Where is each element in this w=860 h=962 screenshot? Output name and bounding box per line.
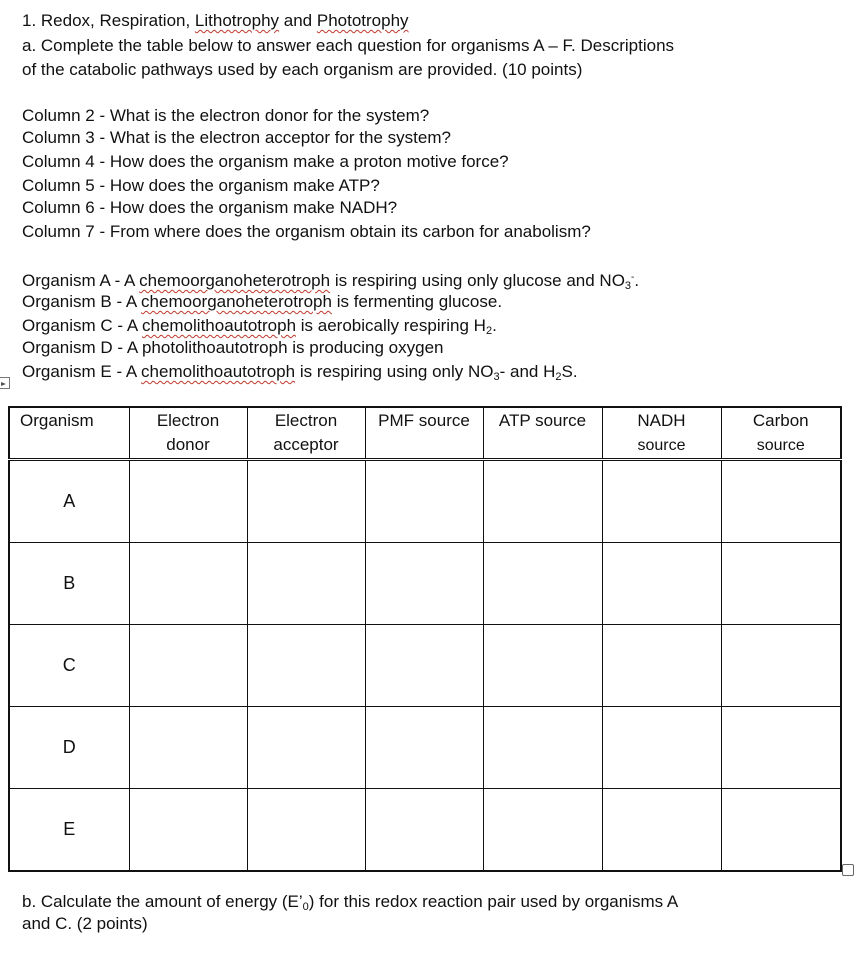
row-label: D — [9, 707, 129, 789]
organism-e-description — [22, 361, 578, 388]
header-nadh-source-l1: NADH — [637, 411, 686, 430]
header-atp-source-label: ATP source — [498, 411, 587, 430]
part-b-line-2: and C. (2 points) — [22, 914, 148, 933]
answer-cell[interactable] — [247, 543, 365, 625]
organism-e-sub2: 2 — [555, 371, 562, 383]
answer-cell[interactable] — [247, 625, 365, 707]
organism-e-type: chemolithoautotroph — [141, 362, 296, 381]
title-and: and — [279, 11, 317, 30]
answer-cell[interactable] — [721, 543, 841, 625]
intro-line-2: of the catabolic pathways used by each organism are provided. (10 points) — [22, 60, 583, 79]
column-question: Column 3 - What is the electron acceptor for the system? — [22, 128, 451, 147]
column-question: Column 6 - How does the organism make NADH? — [22, 198, 398, 217]
intro-line-1: a. Complete the table below to answer each question for organisms A – F. Descriptions — [22, 36, 675, 55]
answer-cell[interactable] — [602, 707, 721, 789]
answer-cell[interactable] — [129, 543, 247, 625]
organism-c-prefix: Organism C - A — [22, 316, 142, 335]
answer-table — [8, 406, 842, 872]
header-atp-source — [483, 407, 602, 460]
header-organism-label: Organism — [20, 411, 94, 430]
row-label: A — [9, 460, 129, 543]
organism-e-prefix: Organism E - A — [22, 362, 142, 381]
organism-e-rest: is respiring using only NO — [295, 362, 494, 381]
row-label: C — [9, 625, 129, 707]
table-resize-handle-icon[interactable] — [842, 864, 854, 876]
answer-cell[interactable] — [365, 543, 483, 625]
organism-d-description: Organism D - A photolithoautotroph is producing oxygen — [22, 338, 444, 357]
answer-cell[interactable] — [129, 625, 247, 707]
organism-a-type: chemoorganoheterotroph — [139, 271, 331, 290]
organism-a-prefix: Organism A - A — [22, 271, 140, 290]
organism-e-sub: 3 — [493, 371, 500, 383]
header-pmf-source — [365, 407, 483, 460]
table-row-c — [9, 625, 841, 707]
column-question: Column 7 - From where does the organism obtain its carbon for anabolism? — [22, 222, 591, 241]
header-electron-acceptor-l2: acceptor — [273, 435, 339, 454]
answer-cell[interactable] — [247, 460, 365, 543]
header-electron-donor-l2: donor — [166, 435, 210, 454]
table-header-row — [9, 407, 841, 460]
table-row-b — [9, 543, 841, 625]
organism-c-rest: is aerobically respiring H — [296, 316, 486, 335]
column-question: Column 4 - How does the organism make a proton motive force? — [22, 152, 509, 171]
header-nadh-source — [602, 407, 721, 460]
answer-cell[interactable] — [365, 707, 483, 789]
answer-cell[interactable] — [602, 625, 721, 707]
organism-a-sub: 3 — [624, 280, 632, 292]
part-b-sub: 0 — [302, 901, 309, 913]
organism-b-type: chemoorganoheterotroph — [141, 292, 332, 311]
organism-a-end: . — [634, 271, 640, 290]
organism-b-prefix: Organism B - A — [22, 292, 142, 311]
title-prefix: 1. Redox, Respiration, — [22, 11, 195, 30]
answer-cell[interactable] — [602, 460, 721, 543]
header-pmf-source-label: PMF source — [378, 411, 470, 430]
answer-cell[interactable] — [483, 707, 602, 789]
table-move-handle-icon[interactable] — [0, 377, 10, 389]
organism-b-description — [22, 291, 502, 313]
title-phototrophy: Phototrophy — [316, 11, 409, 30]
question-title — [22, 10, 409, 32]
row-label: E — [9, 789, 129, 872]
header-carbon-source — [721, 407, 841, 460]
table-row-a — [9, 460, 841, 543]
answer-cell[interactable] — [129, 707, 247, 789]
organism-c-end: . — [492, 316, 497, 335]
row-label: B — [9, 543, 129, 625]
answer-cell[interactable] — [721, 460, 841, 543]
column-question: Column 5 - How does the organism make ATP? — [22, 176, 380, 195]
header-carbon-source-l1: Carbon — [752, 411, 809, 430]
answer-cell[interactable] — [129, 789, 247, 872]
answer-cell[interactable] — [721, 789, 841, 872]
answer-cell[interactable] — [483, 460, 602, 543]
part-b-prefix: b. Calculate the amount of energy (E’ — [22, 892, 303, 911]
header-electron-donor — [129, 407, 247, 460]
answer-cell[interactable] — [483, 625, 602, 707]
answer-cell[interactable] — [721, 707, 841, 789]
answer-cell[interactable] — [247, 707, 365, 789]
organism-a-rest: is respiring using only glucose and NO — [330, 271, 625, 290]
organism-a-sup: - — [631, 272, 635, 283]
organism-e-end: S. — [561, 362, 578, 381]
answer-cell[interactable] — [365, 625, 483, 707]
header-carbon-source-l2: source — [756, 437, 805, 454]
header-nadh-source-l2: source — [637, 437, 686, 454]
answer-cell[interactable] — [365, 789, 483, 872]
organism-c-type: chemolithoautotroph — [141, 316, 297, 335]
answer-cell[interactable] — [602, 543, 721, 625]
title-lithotrophy: Lithotrophy — [194, 11, 280, 30]
header-organism — [9, 407, 129, 460]
header-electron-donor-l1: Electron — [156, 411, 220, 430]
answer-cell[interactable] — [129, 460, 247, 543]
organism-b-rest: is fermenting glucose. — [331, 292, 503, 311]
answer-cell[interactable] — [483, 789, 602, 872]
header-electron-acceptor-l1: Electron — [274, 411, 338, 430]
column-question: Column 2 - What is the electron donor for the system? — [22, 106, 430, 125]
organism-c-sub: 2 — [485, 325, 493, 337]
organism-e-mid: - and H — [499, 362, 556, 381]
answer-cell[interactable] — [721, 625, 841, 707]
answer-cell[interactable] — [602, 789, 721, 872]
table-row-d — [9, 707, 841, 789]
part-b-suffix: ) for this redox reaction pair used by organisms A — [308, 892, 679, 911]
table-row-e — [9, 789, 841, 872]
header-electron-acceptor — [247, 407, 365, 460]
answer-cell[interactable] — [365, 460, 483, 543]
answer-cell[interactable] — [483, 543, 602, 625]
answer-cell[interactable] — [247, 789, 365, 872]
